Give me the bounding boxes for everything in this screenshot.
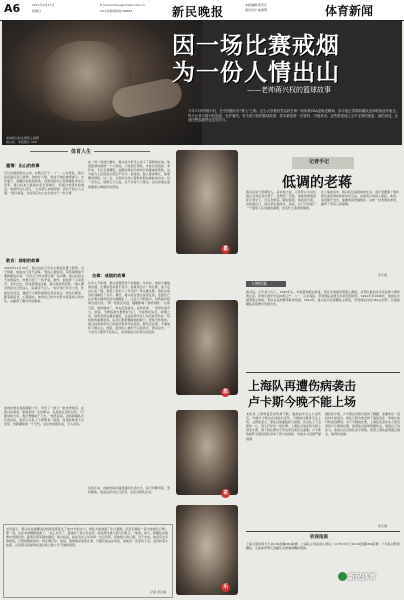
note-author: 李元春 [378, 273, 388, 277]
weekday-text: 星期日 [32, 9, 42, 13]
hero-banner [2, 21, 402, 145]
tag-angry: 怒 [222, 389, 228, 395]
story1-heading: 重情：出山的故事 [6, 163, 40, 168]
face-photo-happy [176, 150, 238, 254]
date-text: 2011年2月27日 [32, 3, 55, 7]
page-header [0, 0, 404, 21]
headline-subtitle: ——老帅蒋兴权的篮球故事 [247, 86, 331, 94]
profile-tag: 人物档案 [251, 281, 267, 286]
divider-2 [246, 531, 400, 532]
story4-body: 去年夏天，蒋兴权在新疆队的训练馆里度过了他71岁的生日。球队为他准备了生日蛋糕，队员们围在一起为他唱生日歌。那一刻，这位老帅眼眶湿润了。"这么多年了，篮球给了我太多东西，我也想尽最大努力回报它。"他说。如今，新疆队在联赛中表现出色，距离总冠军越来越近。蒋兴权说，能在有生之年再拿一次总冠军，是他最大的心愿。对于未来，他没有太多的规划，只想把眼前的每一场比赛打好。他说，篮球就是他的生命，只要还能站在场边，他就会一直坚持下去。这份执着与热爱，正是蒋兴权能够在篮坛屹立数十年不倒的原因。 [6, 527, 168, 548]
shanghai-headline-1: 上海队再遭伤病袭击 [248, 379, 357, 393]
tag-joy: 乐 [222, 584, 228, 590]
story2-heading: 自律：戒烟的故事 [92, 273, 126, 278]
tv-guide-body: 上海五星体育今天19:30直播CBA联赛：上海队主场迎战山西队；CCTV-5今天19:30直播CBA联赛：广东队对阵新疆队。五星体育明天直播有关赛事的精彩集锦。 [246, 542, 400, 551]
shanghai-col1: 本报讯 上海男篮近来伤病不断，继此前多名主力受伤后，外援卢卡斯也在训练中受伤，今晚的比赛将无法上场。主教练表示，球队目前面临较大困难，但全队上下会团结一心，努力打好每一场比赛。上海队目前在积分榜上排名中游，剩下的比赛对于冲击季后赛至关重要。卢卡斯的缺阵无疑给球队带来了很大的麻烦，内线实力受到严重削弱。 [246, 412, 321, 441]
watermark-logo-icon [338, 572, 347, 581]
column2-tail: 这些年来，他始终保持着健康的生活方式，每天早睡早起，坚持锻炼。他说这是对自己负责，也是对球队负责。 [88, 486, 170, 495]
low-profile-title: 低调的老蒋 [282, 175, 352, 191]
shanghai-author: 李元春 [378, 524, 388, 528]
story2-body: 许多人不知道，蒋兴权曾经是个老烟枪。年轻时，他每天要抽两包烟，比赛时更是烟不离手。但就是因为一场比赛，他下定决心戒了烟。那是上世纪八十年代的一场关键比赛，球队在最后时刻输给了对手。赛后，蒋兴权在更衣室里反思，发现自己在比赛关键阶段因为烟瘾犯了，注意力不够集中，导致临场指挥出现失误。"那一刻我意识到，烟瘾影响了我的判断。"从那天起，他把烟戒了，再也没有碰过。这份自律，一直坚持到今天。他说，当教练首先要管好自己，才能管好队员。戒烟之后，他的身体也越来越好，这也是他年过七旬还能坚持在一线执教的重要原因。队员们都很佩服他的毅力，把他当作榜样。蒋兴权常常用自己的经历教育年轻球员，要学会自律，不要被坏习惯左右。他说，篮球场上拼的不仅是技术，更是意志。一个连自己都管不住的人，是很难成为优秀运动员的。 [88, 281, 170, 335]
note-col2: 在上海的家中，蒋兴权过着简单的生活。客厅里摆满了他执教生涯获得的奖杯和纪念品，但他很少向别人提起。他说，荣誉属于过去，重要的是把握现在。这样一位低调的老帅，赢得了所有人的尊敬。 [321, 190, 399, 207]
section-title: 体育新闻 [325, 4, 374, 18]
tv-guide-heading: 收视指南 [310, 535, 328, 540]
watermark-text: 新民体育 [348, 573, 376, 581]
column-tag: 体育人生 [68, 148, 94, 155]
shanghai-col2: 据队医介绍，卢卡斯在训练中扭伤了脚踝，需要休息一段时间才能复出。球队已经为他安排了康复治疗，争取让他尽快回到赛场。对于今晚的比赛，上海队将派出本土球员顶替卢卡斯的位置，希望他们能够把握机会，展现自己的实力。球迷们也对球队寄予厚望，希望上海队能够渡过难关，取得好成绩。 [325, 412, 400, 437]
profile-body: 蒋兴权，辽宁省大连人，1940年生。中国篮球职业教练，曾任中国国家男篮主教练，并带队参加过多次世界大赛和奥运会。执教生涯中先后执教辽宁、八一、山东等队，带领球队获得过多项全国冠军。1991年至1998年，他担任中国男篮主教练，带队在亚洲赛场取得佳绩。2010年，蒋兴权出任新疆队主教练，带领球队冲击CBA总冠军，目前新疆队在联赛中表现出色。 [246, 290, 400, 307]
face-photo-joy [176, 505, 238, 595]
hotline-text: 24小时新闻热线:96655 [100, 9, 133, 13]
masthead: 新民晚报 [172, 5, 225, 19]
photo-caption: 老帅蒋兴权在赛场上指挥 蒋兴权 本报图片 CFP [6, 136, 40, 144]
story1-cont: 他的执教生涯跨越数十年，带出了一批又一批优秀球员。在蒋兴权看来，篮球是他一生的事业，也是他生活的全部。"只要身体允许，我还想继续干下去。"他笑着说。谈到新疆队今年的目标，他表示全队上下都憋着一股劲，希望能够拿下总冠军，给新疆球迷一个交代。这位老帅的执着，令人动容。 [4, 406, 84, 427]
story1-body: 当过中国国家队主帅，执教过辽宁、八一、山东等队，蒋兴权在篮坛有口皆碑。他的好人缘，得益于他的重情重义。去年夏天，新疆队老板找到他，希望他能出山帮新疆队冲击总冠军。蒋兴权本已准备在家安享晚年，但面对老朋友的诚意，他最终点头答应。"人家那么看得起我，我总不能让人失望。"蒋兴权说，当初答应出山完全是出于一份人情。 [4, 171, 84, 196]
face-photo-angry [176, 300, 238, 395]
reporter-note-label: 记者手记 [309, 159, 330, 165]
tag-sad: 哀 [222, 490, 228, 496]
editors-credit: 本版编辑:郑茂庆 视觉设计:戚黎明 [245, 3, 268, 12]
left-byline: 记者 李元春 [150, 590, 166, 594]
column2-text-top: 在一场一场的比赛中，蒋兴权与很多人结下了深厚的友谊。他说篮球场就像一个大家庭，大家相互帮助，才能共同进步。多年来，无论走到哪里，他都能得到当地同行的尊重和帮助，这与他为人处世的态度密不可分。他常说，做人要讲情义，做事要讲规矩。这一点，从他多次出山帮助老朋友就能看出来。每一次出山，他都全力以赴，从不计较个人得失。这也是他在篮球圈里口碑极好的原因。 [88, 160, 170, 189]
headline-line1: 因一场比赛戒烟 [172, 32, 340, 59]
headline-line2: 为一份人情出山 [172, 59, 340, 86]
lede-paragraph: 今年71岁的蒋兴权，在中国篮坛有"教父"之称，这么大岁数仍然活跃在第一线执教CBA更能见精神，如今他正带领新疆队直奔联赛冠军而去。昨天记者与蒋兴权见面，在沪寓所，有关蒋兴权的篮球故事，原本都是第一手资料，对他来讲，这些都是他人生中宝贵的财富，他的讲述，让他回想起那些过往的岁月。 [188, 109, 400, 123]
page-number: A6 [4, 2, 21, 15]
story3-body: 2005年12月30日，蒋兴权在辽宁队主教练位置上辞职。对于辞职，他说自己并不后悔。"我这人敢说话，有些事情看不惯就要说出来。"当年辽宁队内部出现一些问题，蒋兴权直言不讳地指出，结果引发了一些矛盾。最终，他选择了主动离开。多年过去，再谈起那段往事，蒋兴权依然坦然："做人要对得起自己的良心，说真话不丢人。"如今他已年过七旬，性格依旧没变，遇到不合理的事情还是会直言。球员们都说，跟着蒋指导，心里踏实。他用自己的方式坚守着篮球人的本色，也赢得了圈内外的尊重。 [4, 266, 84, 303]
email-text: E-mail:xmtiyu@xmwb.com.cn [100, 3, 145, 7]
tag-happy: 喜 [222, 246, 228, 252]
divider [246, 372, 400, 373]
shanghai-headline-2: 卢卡斯今晚不能上场 [248, 395, 357, 409]
note-col1: 蒋兴权是个低调的人。采访他之前，记者原以为这位篮坛名帅会有些架子，没想到一见面，他就热情地招呼记者坐下，还亲自倒茶。聊起篮球，他滔滔不绝，但说到自己，他总是轻描淡写。他说，自己只是做了一个篮球人应该做的事情，没有什么值得炫耀的。 [246, 190, 316, 211]
story2-heading-left: 敢言：辞职的故事 [6, 258, 40, 263]
face-photo-sad [176, 410, 238, 495]
